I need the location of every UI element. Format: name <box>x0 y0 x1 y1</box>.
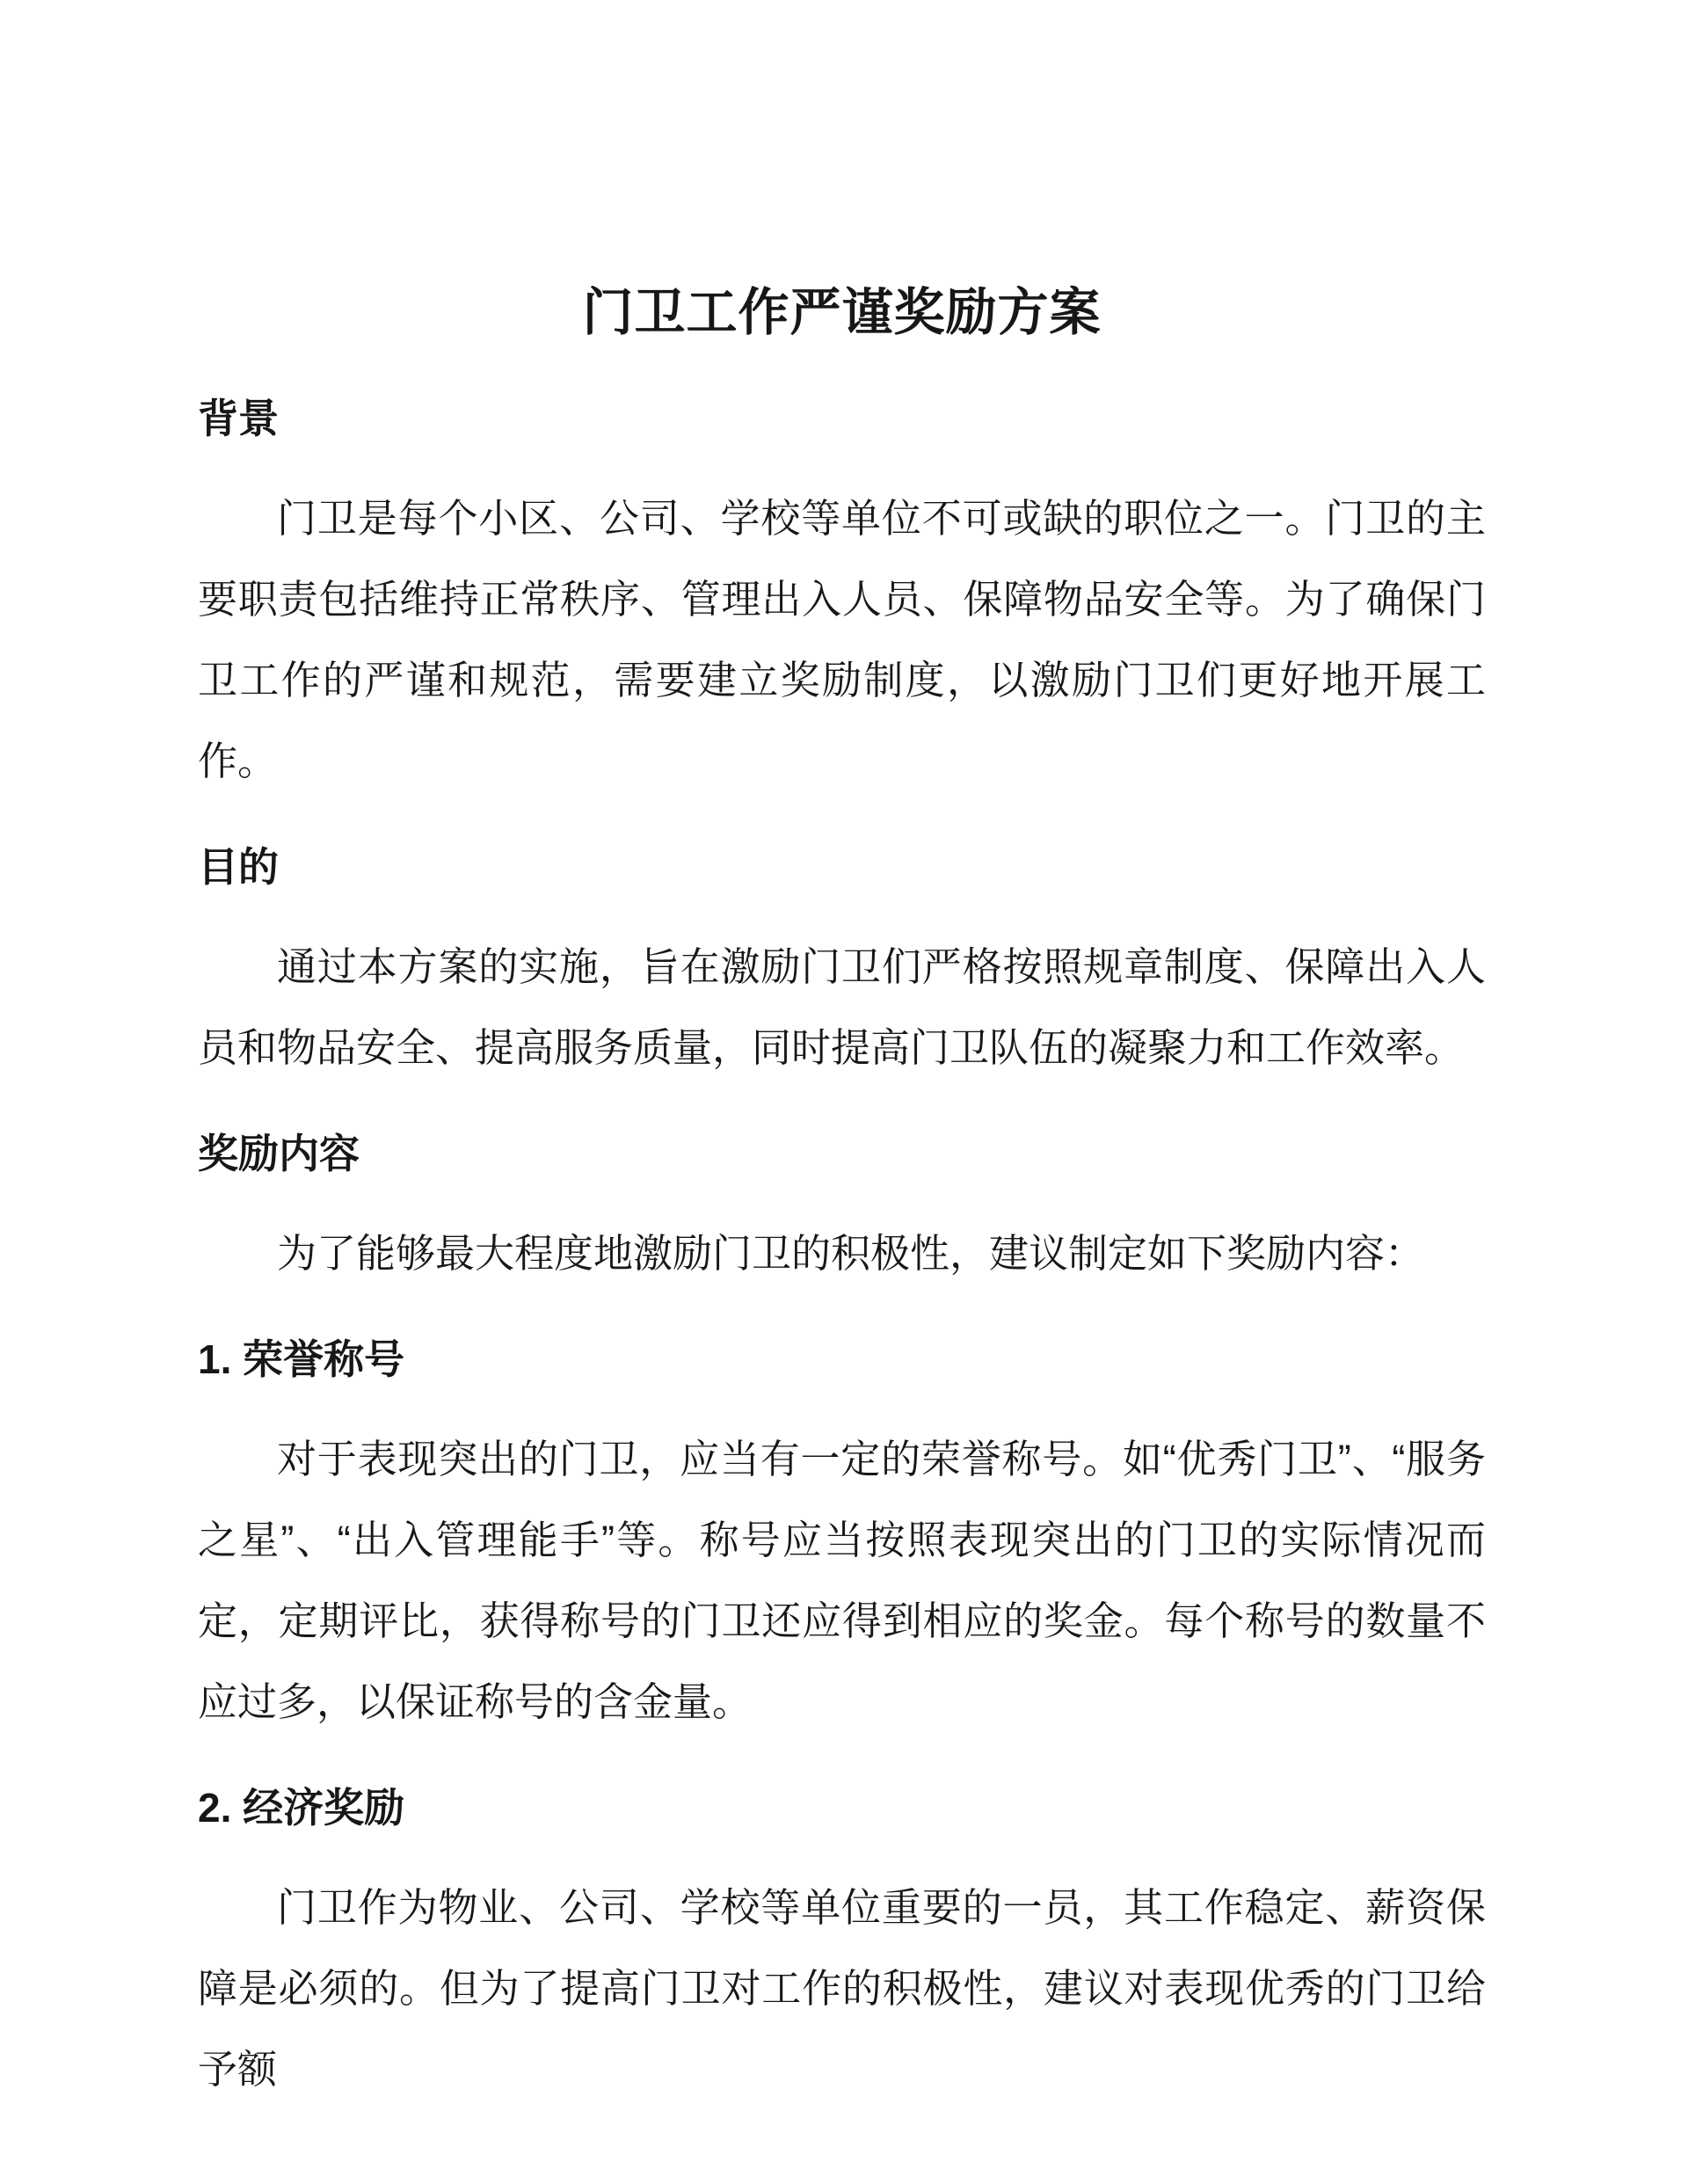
honor-title-paragraph: 对于表现突出的门卫，应当有一定的荣誉称号。如“优秀门卫”、“服务之星”、“出入管理能手”等。称号应当按照表现突出的门卫的实际情况而定，定期评比，获得称号的门卫还应得到相应的奖金。每个称号的数量不应过多，以保证称号的含金量。 <box>198 1437 1486 1724</box>
background-heading: 背景 <box>198 396 279 441</box>
section-purpose <box>198 826 1486 1088</box>
page-title: 门卫工作严谨奖励方案 <box>582 284 1102 341</box>
economic-reward-paragraph: 门卫作为物业、公司、学校等单位重要的一员，其工作稳定、薪资保障是必须的。但为了提高门卫对工作的积极性，建议对表现优秀的门卫给予额 <box>198 1885 1486 2092</box>
section-background <box>198 378 1486 802</box>
honor-title-heading: 1. 荣誉称号 <box>198 1336 405 1382</box>
section-reward-content <box>198 1113 1486 1294</box>
reward-content-paragraph: 为了能够最大程度地激励门卫的积极性，建议制定如下奖励内容： <box>277 1231 1425 1276</box>
section-honor-title <box>198 1319 1486 1743</box>
reward-content-heading: 奖励内容 <box>198 1131 360 1176</box>
economic-reward-heading: 2. 经济奖励 <box>198 1785 405 1831</box>
section-economic-reward <box>198 1767 1486 2110</box>
purpose-heading: 目的 <box>198 844 279 890</box>
background-paragraph: 门卫是每个小区、公司、学校等单位不可或缺的职位之一。门卫的主要职责包括维持正常秩序、管理出入人员、保障物品安全等。为了确保门卫工作的严谨和规范，需要建立奖励制度，以激励门卫们更好地开展工作。 <box>198 496 1486 783</box>
purpose-paragraph: 通过本方案的实施，旨在激励门卫们严格按照规章制度、保障出入人员和物品安全、提高服务质量，同时提高门卫队伍的凝聚力和工作效率。 <box>198 944 1486 1070</box>
